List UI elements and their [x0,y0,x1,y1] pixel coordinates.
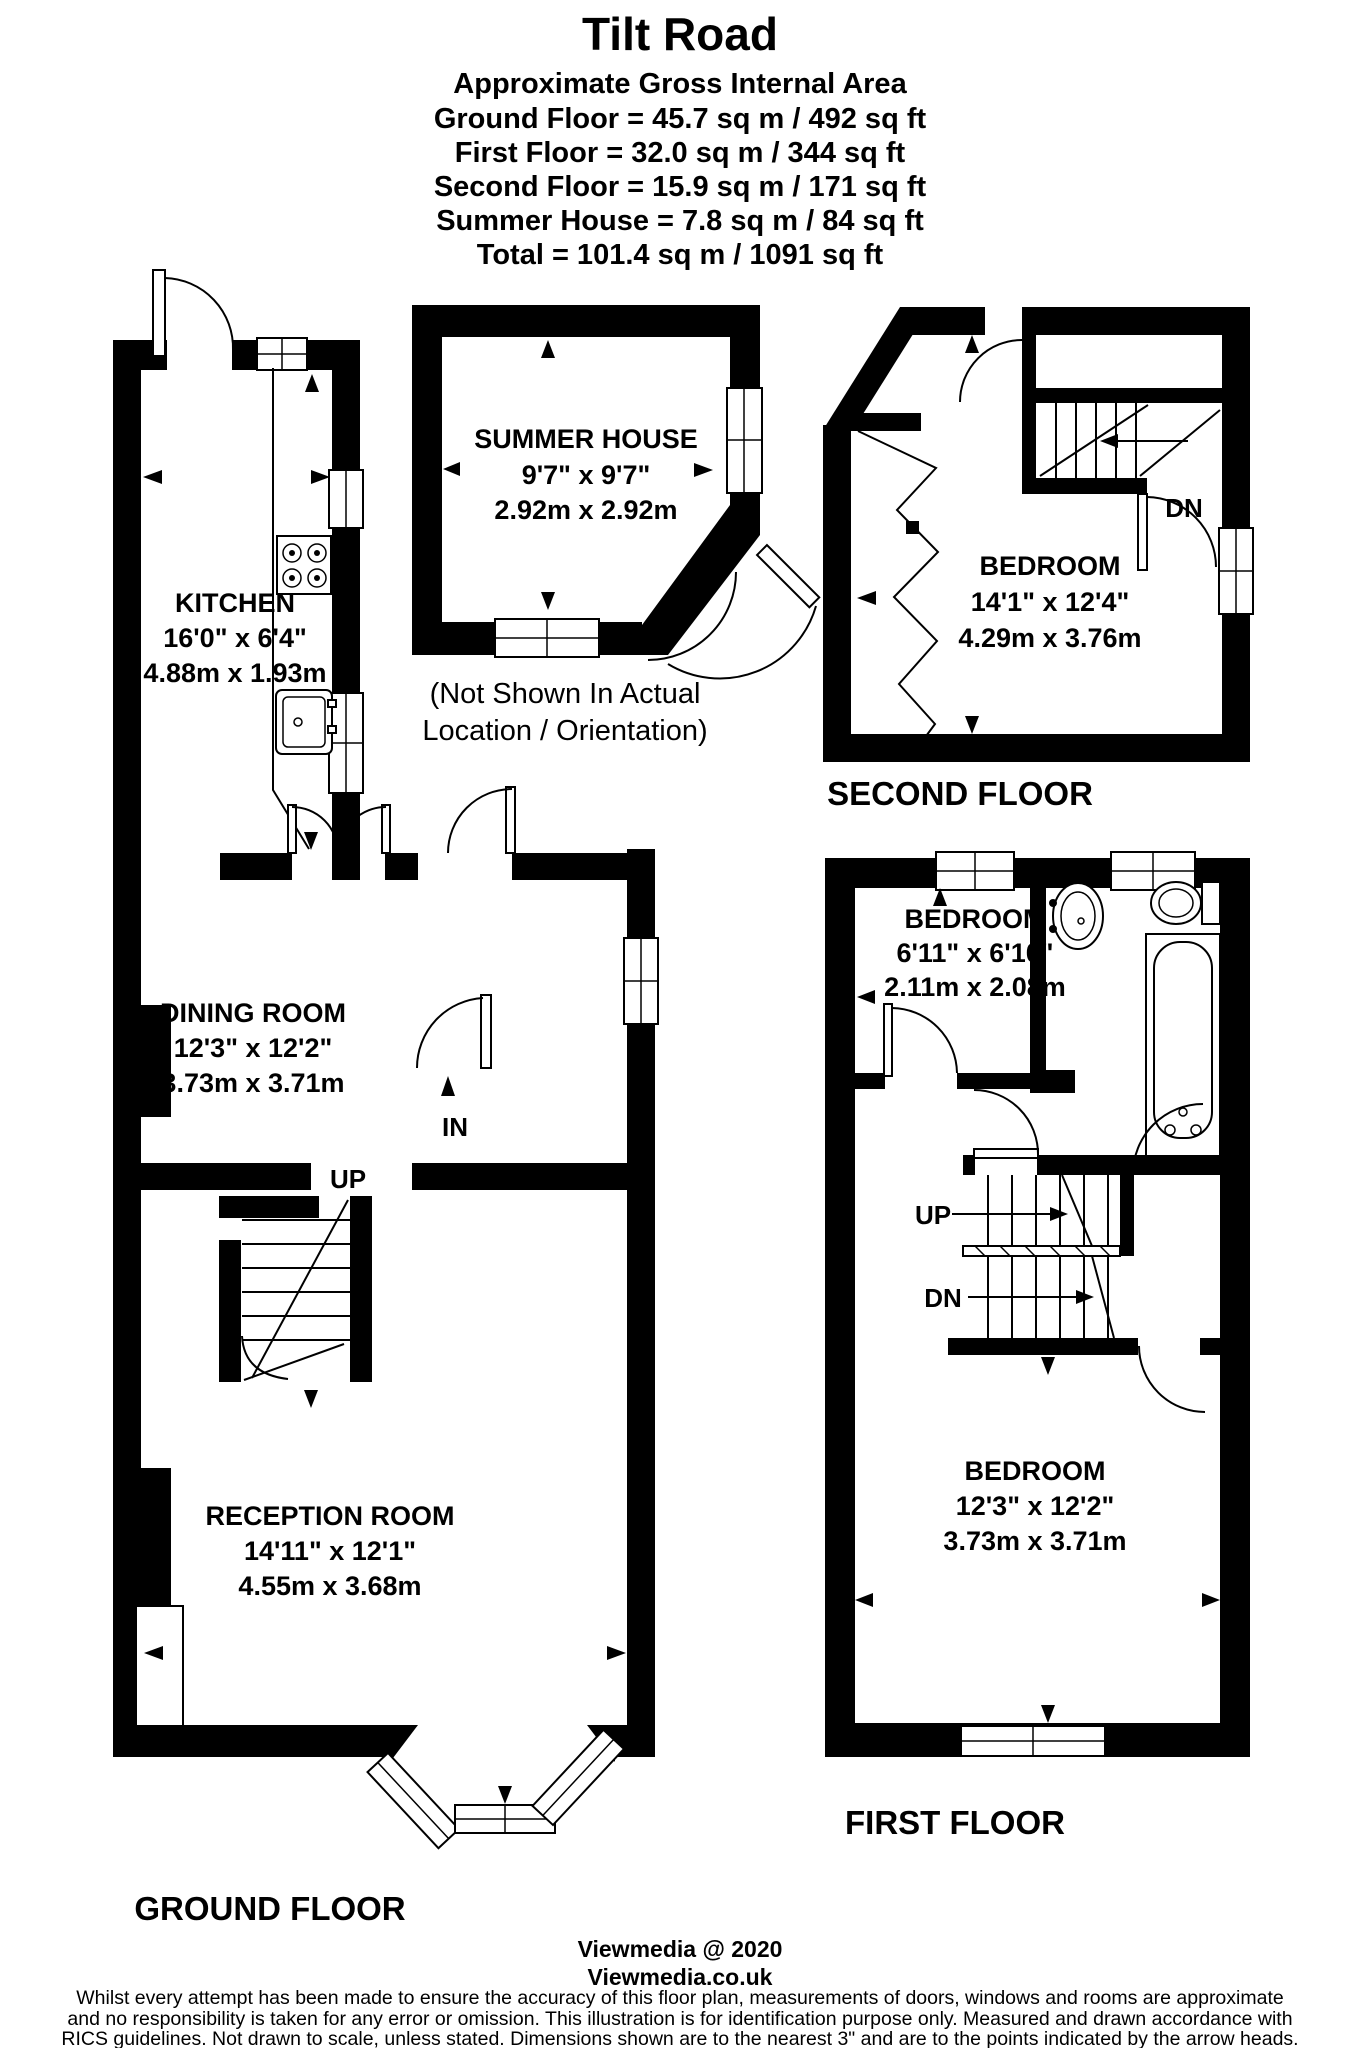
small-bedroom-label [884,904,1066,1002]
room-name: KITCHEN [175,588,295,618]
stairs-dn-label: DN [1165,493,1203,523]
dim-arrow-down [304,832,318,850]
room-size-imperial: 14'11" x 12'1" [243,1536,417,1566]
header [434,8,927,271]
dim-arrow-down [1041,1705,1055,1723]
stairs-ground [219,1196,372,1408]
dim-arrow-left [443,462,460,476]
divider-wall [412,1163,627,1190]
summer-house-label [474,424,698,525]
dim-arrow-up [541,340,555,358]
stairs-second [1022,388,1250,494]
dim-arrow-left [143,470,162,484]
stairs-up-label: UP [329,1164,367,1194]
page-title: Tilt Road [582,8,778,60]
disclaimer-line-2: and no responsibility is taken for any error or omission. This illustration is for identification purpose only. Measured and drawn accordance with [67,2008,1293,2030]
hob [277,536,331,594]
bedroom-door-swing [1139,1346,1205,1412]
second-floor-plan [823,307,1253,812]
area-summer: Summer House = 7.8 sq m / 84 sq ft [436,205,924,237]
dim-arrow-down [304,1390,318,1408]
dim-arrow-left [857,990,875,1004]
room-size-metric: 2.92m x 2.92m [494,495,678,525]
dim-arrow-left [857,591,876,605]
door-swing [165,278,233,350]
summer-house-note [422,678,707,747]
dim-arrow-right [311,470,330,484]
bathroom-door [974,1090,1038,1158]
room-size-metric: 2.11m x 2.08m [884,972,1066,1002]
disclaimer-line-1: Whilst every attempt has been made to ensure the accuracy of this floor plan, measurements of doors, windows and rooms are approximate [76,1987,1284,2009]
stairs-dn-label: DN [924,1283,962,1313]
dim-arrow-up [305,374,319,392]
kitchen-top-window [257,338,307,370]
area-total: Total = 101.4 sq m / 1091 sq ft [476,239,884,271]
dim-arrow-left [855,1593,873,1607]
ground-floor-label: GROUND FLOOR [134,1890,406,1927]
dim-arrow-up [965,335,979,353]
dining-label [160,998,346,1098]
first-floor-bottom-window [961,1726,1105,1756]
room-size-metric: 4.88m x 1.93m [143,658,327,688]
entry-arrow-icon [441,1076,455,1096]
stairs-first [948,1175,1220,1355]
room-name: RECEPTION ROOM [205,1501,455,1531]
room-name: DINING ROOM [160,998,346,1028]
area-ground: Ground Floor = 45.7 sq m / 492 sq ft [433,103,927,135]
small-bedroom-door [884,1004,957,1076]
room-size-metric: 4.29m x 3.76m [958,623,1142,653]
footer [61,1936,1298,2048]
wall-recess [136,1606,183,1726]
kitchen-label [143,588,326,688]
area-second: Second Floor = 15.9 sq m / 171 sq ft [433,171,927,203]
toilet [1151,882,1220,924]
note-line-1: (Not Shown In Actual [429,678,701,710]
entry-label: IN [442,1112,468,1142]
room-size-imperial: 12'3" x 12'2" [955,1491,1115,1521]
bay-window [113,1725,655,1848]
dim-arrow-right [1202,1593,1220,1607]
room-size-metric: 3.73m x 3.71m [161,1068,345,1098]
chimney-breast [141,1468,171,1606]
room-name: BEDROOM [979,551,1121,581]
room-size-imperial: 16'0" x 6'4" [163,623,307,653]
dining-top-wall [220,853,655,880]
room-size-imperial: 12'3" x 12'2" [173,1033,333,1063]
room-size-imperial: 9'7" x 9'7" [521,460,651,490]
basin [1049,883,1103,949]
divider-wall [141,1163,311,1190]
second-bedroom-label [958,551,1141,653]
summer-house-right-window [727,388,762,493]
dim-arrow-down [1041,1357,1055,1375]
kitchen-entry-door [153,270,233,356]
sloped-ceiling-zigzag [851,413,938,755]
dim-arrow-down [541,592,555,610]
note-line-2: Location / Orientation) [422,715,708,747]
dim-arrow-right [694,463,713,477]
bathtub [1146,934,1220,1164]
credit-line-1: Viewmedia @ 2020 [577,1936,783,1962]
stairs-up-label: UP [914,1200,952,1230]
kitchen-sink [276,690,336,754]
first-floor-plan [825,852,1250,1841]
room-name: SUMMER HOUSE [474,424,698,454]
second-floor-walls [823,307,1250,762]
room-name: BEDROOM [904,904,1046,934]
front-door [417,995,491,1142]
hall-window [624,938,658,1024]
garden-door [448,787,515,853]
second-floor-window [1219,528,1253,614]
disclaimer-line-3: RICS guidelines. Not drawn to scale, unless stated. Dimensions shown are to the nearest 3" and are to the points indicated by the arrow heads. [61,2028,1299,2048]
room-size-imperial: 14'1" x 12'4" [970,587,1130,617]
large-bedroom-label [943,1456,1126,1556]
first-floor-top-window-left [936,852,1014,890]
reception-label [205,1501,454,1601]
first-floor-label: FIRST FLOOR [845,1804,1065,1841]
room-size-imperial: 6'11" x 6'10" [896,938,1054,968]
summer-house-bottom-window [495,619,599,657]
area-first: First Floor = 32.0 sq m / 344 sq ft [454,137,906,169]
dim-arrow-right [607,1646,626,1660]
credit-line-2: Viewmedia.co.uk [587,1964,773,1990]
summer-house-plan [412,305,819,747]
kitchen-right-window-upper [329,470,363,528]
room-size-metric: 3.73m x 3.71m [943,1526,1127,1556]
header-subtitle: Approximate Gross Internal Area [453,68,907,100]
room-name: BEDROOM [964,1456,1106,1486]
room-size-metric: 4.55m x 3.68m [238,1571,422,1601]
second-floor-label: SECOND FLOOR [827,775,1093,812]
dim-arrow-down [498,1786,512,1804]
dim-arrow-down [965,716,979,734]
